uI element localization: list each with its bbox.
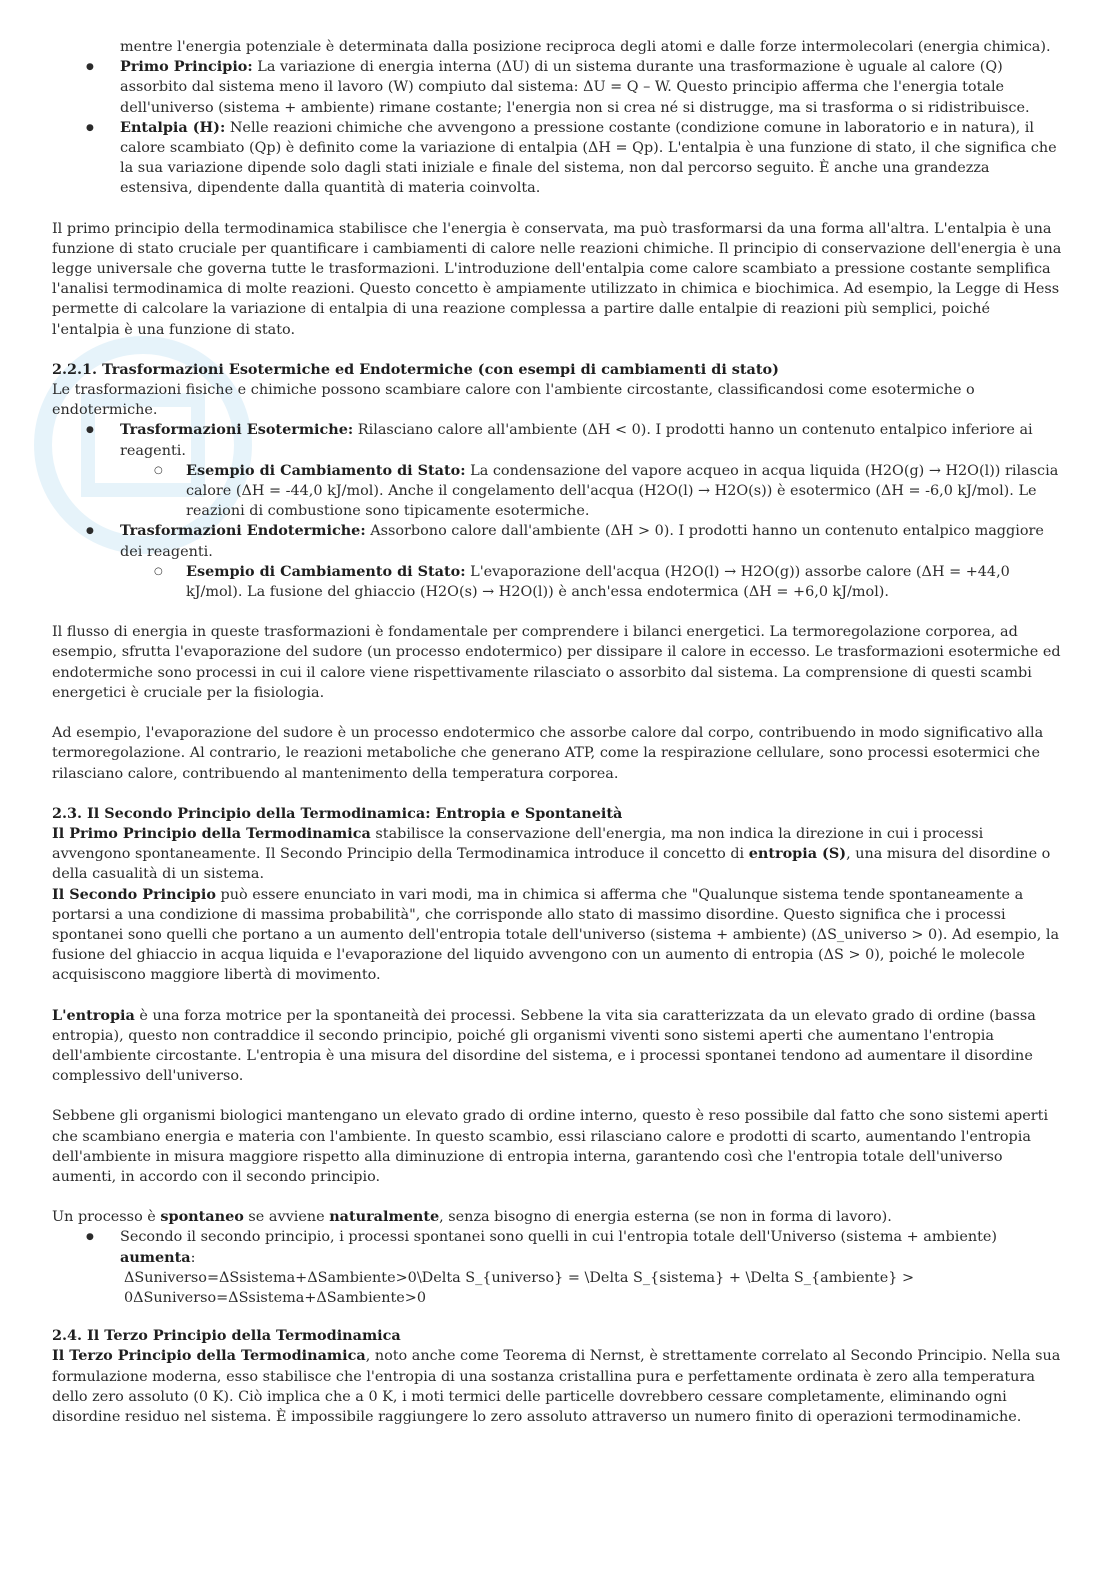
list-item xyxy=(120,57,1062,118)
sub-list xyxy=(120,562,1062,602)
paragraph: Il primo principio della termodinamica stabilisce che l'energia è conservata, ma può trasformarsi da una forma all'altra. L'entalpia è una funzione di stato cruciale per quantificare i cambiamenti di calore nelle reazioni chimiche. Il principio di conservazione dell'energia è una legge universale che governa tutte le trasformazioni. L'introduzione dell'entalpia come calore scambiato a pressione costante semplifica l'analisi termodinamica di molte reazioni. Questo concetto è ampiamente utilizzato in chimica e biochimica. Ad esempio, la Legge di Hess permette di calcolare la variazione di entalpia di una reazione complessa a partire dalle entalpie di reazioni più semplici, poiché l'entalpia è una funzione di stato. xyxy=(52,220,1062,338)
list-item xyxy=(120,420,1062,521)
section-heading: 2.3. Il Secondo Principio della Termodinamica: Entropia e Spontaneità xyxy=(52,804,623,822)
sub-list-item xyxy=(186,562,1062,602)
math-formula: ΔSuniverso=ΔSsistema+ΔSambiente>0\Delta S_{universo} = \Delta S_{sistema} + \Delta S_{ambiente} > 0ΔSuniverso=ΔSsistema+ΔSambiente>0 xyxy=(124,1269,915,1306)
item-text: Rilasciano calore all'ambiente (ΔH < 0). I prodotti hanno un contenuto entalpico inferiore ai reagenti. xyxy=(120,422,1033,459)
text-run: Un processo è xyxy=(52,1209,161,1226)
bold-term: Il Primo Principio della Termodinamica xyxy=(52,824,371,842)
bold-term: naturalmente xyxy=(329,1208,440,1226)
sub-list xyxy=(120,461,1062,522)
paragraph: Le trasformazioni fisiche e chimiche possono scambiare calore con l'ambiente circostante, classificandosi come esotermiche o endotermiche. xyxy=(52,382,975,419)
section-heading: 2.4. Il Terzo Principio della Termodinamica xyxy=(52,1327,401,1345)
bold-term: aumenta xyxy=(120,1248,191,1266)
paragraph: Sebbene gli organismi biologici mantengano un elevato grado di ordine interno, questo è reso possibile dal fatto che sono sistemi aperti che scambiano energia e materia con l'ambiente. In questo scambio, essi rilasciano calore e prodotti di scarto, aumentando l'entropia dell'ambiente in misura maggiore rispetto alla diminuzione di entropia interna, garantendo così che l'entropia totale dell'universo aumenti, in accordo con il secondo principio. xyxy=(52,1108,1049,1185)
principles-list xyxy=(52,57,1062,198)
item-label: Entalpia (H): xyxy=(120,118,226,136)
text-run: , noto anche come Teorema di Nernst, è strettamente correlato al Secondo Principio. Nella sua formulazione moderna, esso stabilisce che l'entropia di una sostanza cristallina pura e perfettamente ordinata è zero alla temperatura dello zero assoluto (0 K). Ciò implica che a 0 K, i moti termici delle particelle dovrebbero cessare completamente, eliminando ogni disordine residuo nel sistema. È impossibile raggiungere lo zero assoluto attraverso un numero finito di operazioni termodinamiche. xyxy=(52,1348,1061,1425)
text-run: può essere enunciato in vari modi, ma in chimica si afferma che "Qualunque sistema tende spontaneamente a portarsi a una condizione di massima probabilità", che corrisponde allo stato di massimo disordine. Questo significa che i processi spontanei sono quelli che portano a un aumento dell'entropia totale dell'universo (sistema + ambiente) (ΔS_universo > 0). Ad esempio, la fusione del ghiaccio in acqua liquida e l'evaporazione del liquido avvengono con un aumento di entropia (ΔS > 0), poiché le molecole acquisiscono maggiore libertà di movimento. xyxy=(52,886,1060,984)
paragraph xyxy=(52,824,1062,885)
bold-term: entropia (S) xyxy=(748,845,847,863)
item-label: Esempio di Cambiamento di Stato: xyxy=(186,461,466,479)
item-label: Esempio di Cambiamento di Stato: xyxy=(186,562,466,580)
item-text: Nelle reazioni chimiche che avvengono a pressione costante (condizione comune in laboratorio e in natura), il calore scambiato (Qp) è definito come la variazione di entalpia (ΔH = Qp). L'entalpia è una funzione di stato, il che significa che la sua variazione dipende solo dagli stati iniziale e finale del sistema, non dal percorso seguito. È anche una grandezza estensiva, dipendente dalla quantità di materia coinvolta. xyxy=(120,119,1057,197)
bold-term: L'entropia xyxy=(52,1006,135,1024)
text-run: se avviene xyxy=(243,1209,330,1226)
paragraph xyxy=(52,885,1062,986)
item-text: La condensazione del vapore acqueo in acqua liquida (H2O(g) → H2O(l)) rilascia calore (ΔH = -44,0 kJ/mol). Anche il congelamento dell'acqua (H2O(l) → H2O(s)) è esotermico (ΔH = -6,0 kJ/mol). Le reazioni di combustione sono tipicamente esotermiche. xyxy=(186,462,1059,520)
paragraph xyxy=(52,1346,1062,1427)
item-text: L'evaporazione dell'acqua (H2O(l) → H2O(g)) assorbe calore (ΔH = +44,0 kJ/mol). La fusione del ghiaccio (H2O(s) → H2O(l)) è anch'essa endotermica (ΔH = +6,0 kJ/mol). xyxy=(186,563,1010,601)
list-item xyxy=(120,118,1062,199)
paragraph xyxy=(52,1207,1062,1227)
text-run: , senza bisogno di energia esterna (se non in forma di lavoro). xyxy=(439,1209,892,1226)
item-label: Primo Principio: xyxy=(120,58,253,76)
item-text: Secondo il secondo principio, i processi spontanei sono quelli in cui l'entropia totale dell'Universo (sistema + ambiente) xyxy=(120,1229,998,1246)
list-item xyxy=(120,521,1062,602)
list-item xyxy=(120,1227,1062,1267)
paragraph: Il flusso di energia in queste trasformazioni è fondamentale per comprendere i bilanci energetici. La termoregolazione corporea, ad esempio, sfrutta l'evaporazione del sudore (un processo endotermico) per dissipare il calore in eccesso. Le trasformazioni esotermiche ed endotermiche sono processi in cui il calore viene rispettivamente rilasciato o assorbito dal sistema. La comprensione di questi scambi energetici è cruciale per la fisiologia. xyxy=(52,624,1061,701)
sub-list-item xyxy=(186,461,1062,522)
item-text: La variazione di energia interna (ΔU) di un sistema durante una trasformazione è uguale al calore (Q) assorbito dal sistema meno il lavoro (W) compiuto dal sistema: ΔU = Q – W. Questo principio afferma che l'energia totale dell'universo (sistema + ambiente) rimane costante; l'energia non si crea né si distrugge, ma si trasforma o si ridistribuisce. xyxy=(120,59,1030,116)
transformations-list xyxy=(52,420,1062,602)
paragraph: Ad esempio, l'evaporazione del sudore è un processo endotermico che assorbe calore dal corpo, contribuendo in modo significativo alla termoregolazione. Al contrario, le reazioni metaboliche che generano ATP, come la respirazione cellulare, sono processi esotermici che rilasciano calore, contribuendo al mantenimento della temperatura corporea. xyxy=(52,725,1044,782)
intro-continuation: mentre l'energia potenziale è determinata dalla posizione reciproca degli atomi e dalle forze intermolecolari (energia chimica). xyxy=(120,39,1051,55)
entropy-list xyxy=(52,1227,1062,1267)
text-run: stabilisce la conservazione dell'energia, ma non indica la direzione in cui i processi avvengono spontaneamente. Il Secondo Principio della Termodinamica introduce il concetto di xyxy=(52,825,984,863)
bold-term: Il Terzo Principio della Termodinamica xyxy=(52,1347,366,1365)
section-heading: 2.2.1. Trasformazioni Esotermiche ed Endotermiche (con esempi di cambiamenti di stato) xyxy=(52,360,779,378)
document-page xyxy=(52,37,1062,1427)
item-label: Trasformazioni Esotermiche: xyxy=(120,421,354,439)
text-run: : xyxy=(190,1249,196,1266)
text-run: è una forza motrice per la spontaneità dei processi. Sebbene la vita sia caratterizzata da un elevato grado di ordine (bassa entropia), questo non contraddice il secondo principio, poiché gli organismi viventi sono sistemi aperti che aumentano l'entropia dell'ambiente circostante. L'entropia è una misura del disordine del sistema, e i processi spontanei tendono ad aumentare il disordine complessivo dell'universo. xyxy=(52,1007,1036,1085)
paragraph xyxy=(52,1006,1062,1087)
bold-term: Il Secondo Principio xyxy=(52,885,216,903)
text-run: , una misura del disordine o della casualità di un sistema. xyxy=(52,846,1051,883)
item-text: Assorbono calore dall'ambiente (ΔH > 0). I prodotti hanno un contenuto entalpico maggiore dei reagenti. xyxy=(120,523,1044,560)
bold-term: spontaneo xyxy=(160,1208,244,1226)
item-label: Trasformazioni Endotermiche: xyxy=(120,522,366,540)
